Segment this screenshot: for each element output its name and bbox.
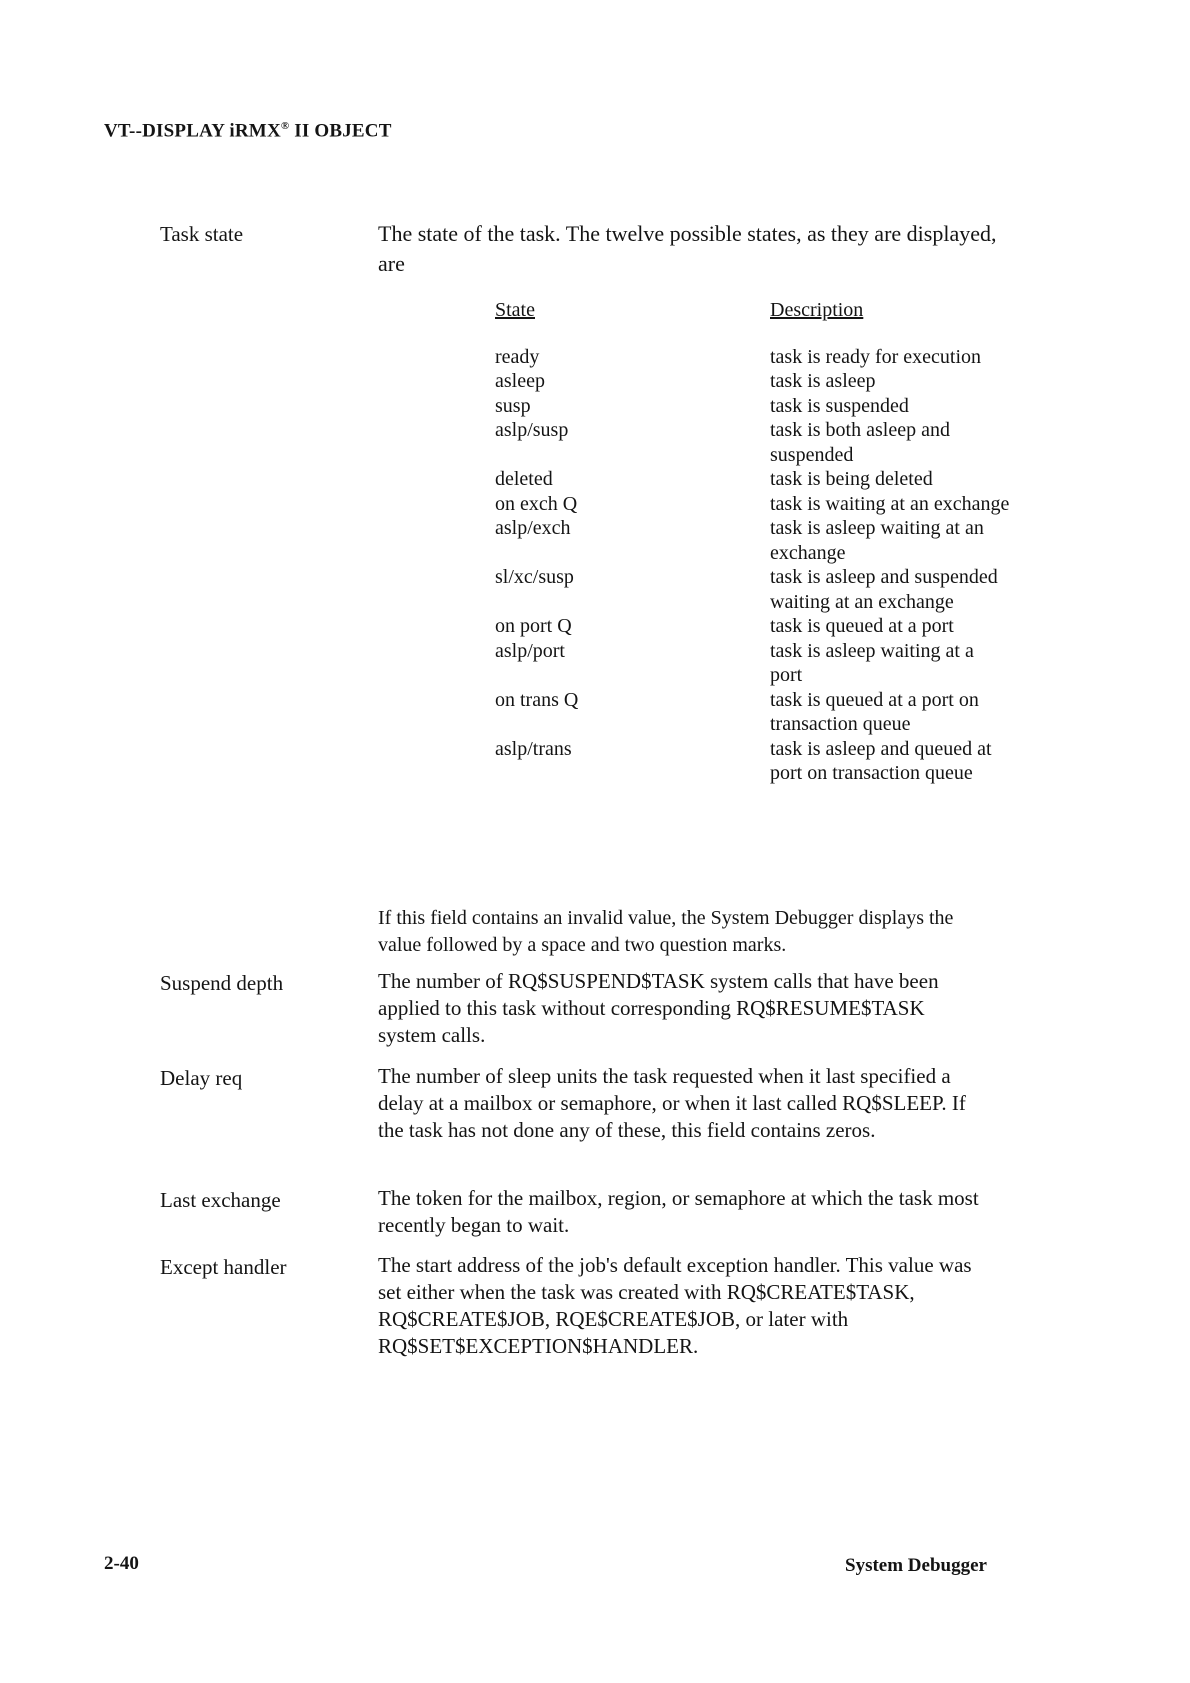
last-exchange-label: Last exchange: [160, 1188, 281, 1212]
table-row: [495, 516, 1035, 565]
task-state-intro: The state of the task. The twelve possible states, as they are displayed, are: [378, 221, 997, 276]
table-row: [495, 418, 1035, 467]
description-cell: task is being deleted: [770, 468, 933, 490]
invalid-value-note: If this field contains an invalid value, the System Debugger displays the value followed by a space and two question marks.: [378, 907, 954, 956]
page-header: [104, 120, 392, 142]
description-cell: task is suspended: [770, 394, 909, 417]
state-cell: aslp/exch: [495, 517, 571, 539]
table-header: [495, 298, 1035, 323]
description-cell: task is both asleep and suspended: [770, 419, 950, 466]
description-cell: task is asleep and suspended waiting at an exchange: [770, 566, 998, 613]
table-body: [495, 345, 1035, 786]
table-row: [495, 345, 1035, 370]
last-exchange-text: The token for the mailbox, region, or semaphore at which the task most recently began to wait.: [378, 1186, 979, 1237]
table-row: [495, 688, 1035, 737]
state-cell: aslp/susp: [495, 419, 569, 441]
state-cell: asleep: [495, 370, 545, 392]
footer-section-title: System Debugger: [845, 1555, 987, 1576]
header-title-suffix: II OBJECT: [289, 120, 392, 142]
description-column-header: Description: [770, 299, 864, 321]
description-cell: task is asleep waiting at an exchange: [770, 517, 984, 564]
state-cell: on trans Q: [495, 688, 579, 711]
page-number: 2-40: [104, 1553, 139, 1574]
table-row: [495, 369, 1035, 394]
description-cell: task is queued at a port on transaction queue: [770, 688, 979, 735]
delay-req-text: The number of sleep units the task requested when it last specified a delay at a mailbox or semaphore, or when it last called RQ$SLEEP. If the task has not done any of these, this field contains zeros.: [378, 1064, 966, 1142]
header-title: VT--DISPLAY iRMX: [104, 120, 281, 142]
description-cell: task is ready for execution: [770, 345, 982, 368]
suspend-depth-label: Suspend depth: [160, 971, 284, 995]
state-cell: on port Q: [495, 615, 572, 637]
description-cell: task is asleep waiting at a port: [770, 639, 974, 686]
description-cell: task is asleep: [770, 370, 876, 392]
suspend-depth-text: The number of RQ$SUSPEND$TASK system calls that have been applied to this task without corresponding RQ$RESUME$TASK system calls.: [378, 969, 939, 1047]
state-cell: aslp/trans: [495, 737, 572, 760]
state-cell: deleted: [495, 468, 553, 490]
table-row: [495, 639, 1035, 688]
table-row: [495, 565, 1035, 614]
except-handler-text: The start address of the job's default exception handler. This value was set either when the task was created with RQ$CREATE$TASK, RQ$CREATE$JOB, RQE$CREATE$JOB, or later with RQ$SET$EXCEPTION$HANDLER.: [378, 1253, 972, 1358]
state-cell: sl/xc/susp: [495, 566, 574, 588]
except-handler-label: Except handler: [160, 1255, 287, 1279]
delay-req-label: Delay req: [160, 1066, 243, 1090]
state-column-header: State: [495, 299, 535, 321]
state-cell: aslp/port: [495, 639, 565, 662]
description-cell: task is asleep and queued at port on transaction queue: [770, 737, 992, 784]
table-row: [495, 467, 1035, 492]
state-cell: susp: [495, 394, 531, 417]
task-state-label: Task state: [160, 222, 244, 246]
table-row: [495, 492, 1035, 517]
registered-mark: ®: [280, 120, 290, 132]
table-row: [495, 737, 1035, 786]
state-cell: on exch Q: [495, 492, 578, 515]
task-state-table: [495, 298, 1035, 786]
description-cell: task is waiting at an exchange: [770, 492, 1010, 515]
table-row: [495, 394, 1035, 419]
description-cell: task is queued at a port: [770, 615, 954, 637]
table-row: [495, 614, 1035, 639]
state-cell: ready: [495, 345, 540, 368]
